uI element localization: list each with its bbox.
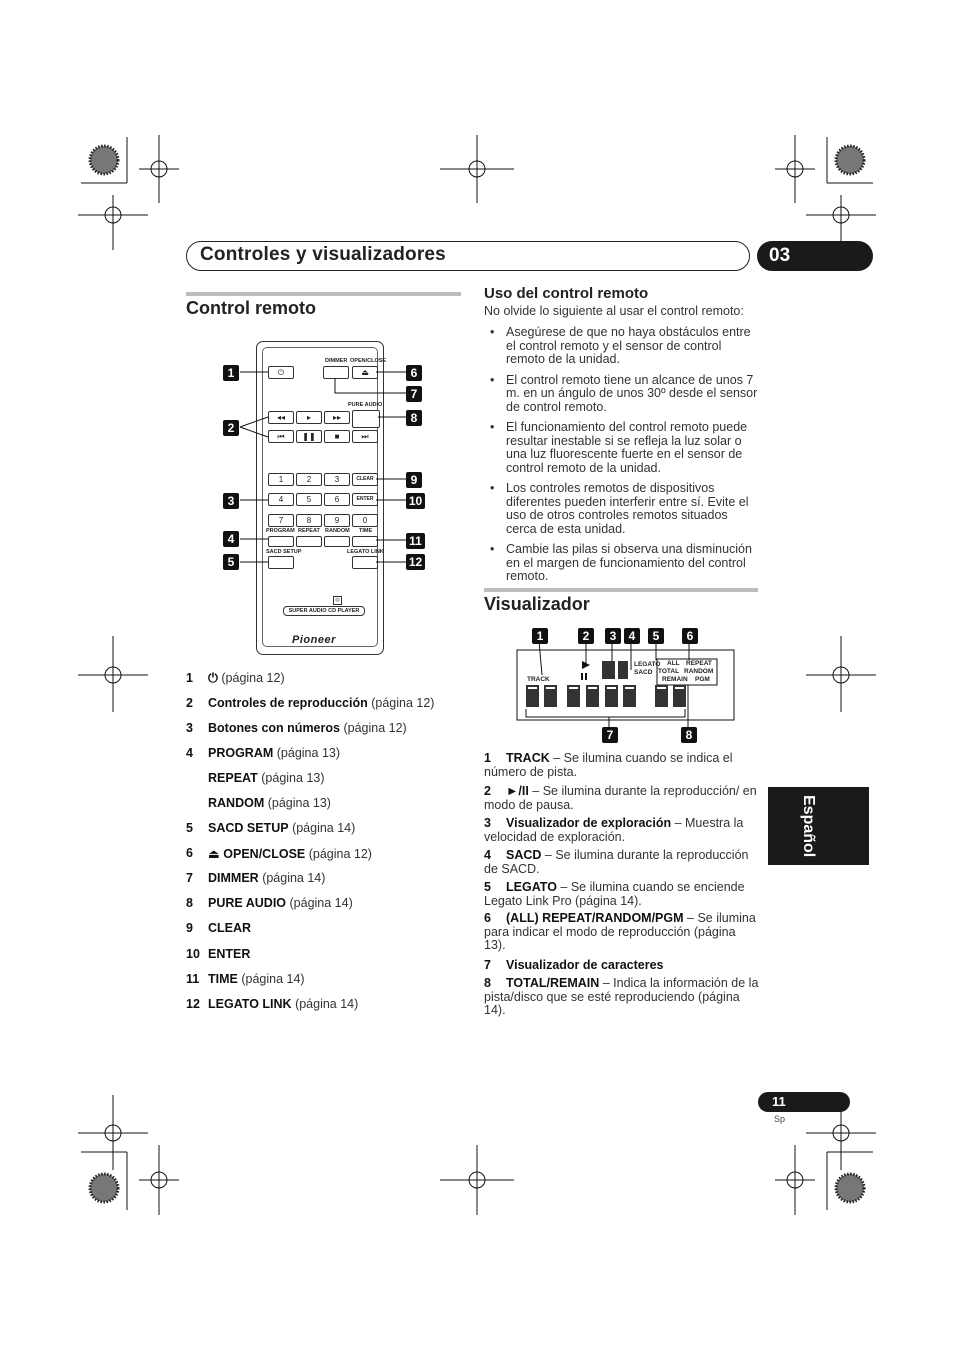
item-text [208,947,250,961]
desc-name: LEGATO [506,880,557,894]
open-close-label: OPEN/CLOSE [350,358,387,364]
item-name: TIME [208,972,238,986]
desc-text: – Se ilumina cuando se indica el número de pista. [484,751,733,779]
item-page-ref: (página 12) [221,671,285,685]
enter-button: ENTER [352,493,378,506]
desc-number: 8 [484,976,491,990]
item-name: LEGATO LINK [208,997,292,1011]
brand-name: Pioneer [292,634,336,646]
item-name: RANDOM [208,796,265,810]
bullet-item: • Cambie las pilas si observa una disminución en el margen de funcionamiento del control remoto. [484,543,759,584]
item-page-ref: (página 14) [289,896,353,910]
item-name: ENTER [208,947,251,961]
callout-badge-7: 7 [406,386,422,402]
callout-badge-2: 2 [223,420,239,436]
desc-text: – Se ilumina durante la reproducción/ en modo de pausa. [484,784,757,812]
display-callout-2: 2 [578,628,594,644]
pioneer-logo [292,634,336,646]
callout-badge-4: 4 [223,531,239,547]
item-number: 3 [186,721,193,735]
digit-2-button: 2 [296,473,322,486]
item-text [208,671,285,686]
next-track-button: ⏭ [352,430,378,443]
repeat-label: REPEAT [298,528,320,534]
desc-number: 3 [484,816,491,830]
display-callout-8: 8 [681,727,697,743]
remote-strip-label: SUPER AUDIO CD PLAYER [283,606,365,616]
digit-7-button: 7 [268,514,294,527]
desc-text: – Indica la información de la pista/disco que se esté reproduciendo (página 14). [484,976,759,1017]
desc-text: – Se ilumina cuando se enciende Legato Link Pro (página 14). [484,880,745,908]
random-label: RANDOM [325,528,350,534]
item-text [208,821,355,835]
item-page-ref: (página 14) [262,871,326,885]
display-desc-item [484,817,759,844]
desc-number: 6 [484,911,491,925]
digit-5-button: 5 [296,493,322,506]
desc-name: SACD [506,848,542,862]
dimmer-label: DIMMER [325,358,348,364]
uso-intro: No olvide lo siguiente al usar el control remoto: [484,304,744,318]
remote-callout-lines [230,360,430,580]
callout-badge-5: 5 [223,554,239,570]
item-number: 6 [186,846,193,860]
display-sacd-label: SACD [634,669,653,676]
item-text [208,997,358,1011]
bullet-item: • El control remoto tiene un alcance de unos 7 m. en un ángulo de unos 30º desde el sensor de control remoto. [484,374,759,415]
display-callout-5: 5 [648,628,664,644]
display-callout-1: 1 [532,628,548,644]
display-callout-4: 4 [624,628,640,644]
time-label: TIME [359,528,373,534]
item-name: SACD SETUP [208,821,289,835]
page-lang-code: Sp [774,1114,786,1124]
pure-audio-label: PURE AUDIO [348,402,383,408]
digit-9-button: 9 [324,514,350,527]
item-number: 5 [186,821,193,835]
section-heading-control-remoto: Control remoto [186,298,316,318]
item-name: PROGRAM [208,746,274,760]
desc-text: – Muestra la velocidad de exploración. [484,816,744,844]
display-callout-6: 6 [682,628,698,644]
display-all-label: ALL [667,660,680,667]
display-desc-item [484,752,759,779]
item-name: ⏏ OPEN/CLOSE [208,847,306,861]
item-text [208,771,325,785]
previous-track-button: ⏮ [268,430,294,443]
section-rule [484,588,758,592]
item-page-ref: (página 13) [276,746,341,760]
desc-name: ►/II [506,784,529,798]
item-text [208,696,434,710]
item-number: 4 [186,746,193,760]
callout-badge-6: 6 [406,365,422,381]
desc-name: Visualizador de caracteres [506,958,664,972]
item-name: Controles de reproducción [208,696,368,710]
item-page-ref: (página 12) [308,847,372,861]
display-callout-3: 3 [605,628,621,644]
item-number: 8 [186,896,193,910]
callout-badge-1: 1 [223,365,239,381]
chapter-number-badge [757,241,873,271]
item-text [208,796,331,810]
desc-number: 7 [484,958,491,972]
item-text [208,846,372,861]
item-number: 1 [186,671,193,685]
open-close-button: ⏏ [352,366,378,379]
item-number: 9 [186,921,193,935]
page-number: 11 [772,1094,786,1109]
bullet-item: • Asegúrese de que no haya obstáculos entre el control remoto y el sensor de control remoto de la unidad. [484,326,759,367]
item-name: REPEAT [208,771,258,785]
display-legato-label: LEGATO [634,661,661,668]
uso-bullet-list [484,326,759,591]
callout-badge-10: 10 [406,493,425,509]
callout-badge-3: 3 [223,493,239,509]
callout-badge-12: 12 [406,554,425,570]
item-page-ref: (página 12) [371,696,435,710]
item-text [208,721,407,735]
item-number: 12 [186,997,200,1011]
display-track-label: TRACK [527,676,550,683]
item-name: CLEAR [208,921,252,935]
item-name: ⏻ [208,671,218,685]
display-desc-item [484,881,759,908]
item-text [208,972,305,986]
item-name: DIMMER [208,871,259,885]
item-number: 10 [186,947,200,961]
desc-number: 5 [484,880,491,894]
display-desc-item [484,785,759,812]
item-number: 2 [186,696,193,710]
section-heading-visualizador: Visualizador [484,594,590,614]
display-remain-label: REMAIN [662,676,688,683]
item-text [208,896,353,910]
item-page-ref: (página 14) [292,821,356,835]
section-rule [186,292,461,296]
item-page-ref: (página 14) [241,972,305,986]
callout-badge-11: 11 [406,533,425,549]
subheading-uso: Uso del control remoto [484,285,649,302]
display-desc-item [484,959,759,973]
display-pgm-label: PGM [695,676,710,683]
item-text [208,921,251,935]
chapter-title: Controles y visualizadores [200,244,446,265]
stop-button: ■ [324,430,350,443]
digit-3-button: 3 [324,473,350,486]
language-side-tab [768,787,869,865]
rewind-button: ◂◂ [268,411,294,424]
item-page-ref: (página 13) [267,796,331,810]
chapter-number: 03 [769,245,791,266]
digit-0-button: 0 [352,514,378,527]
bullet-item: • Los controles remotos de dispositivos diferentes pueden interferir entre sí. Evite el uso de otros controles remotos situados cerca de esta unidad. [484,482,759,536]
digit-1-button: 1 [268,473,294,486]
display-desc-item [484,977,759,1018]
display-total-label: TOTAL [658,668,680,675]
legato-link-label: LEGATO LINK [347,549,384,555]
item-page-ref: (página 14) [295,997,359,1011]
desc-number: 1 [484,751,491,765]
display-desc-item [484,849,759,876]
digit-4-button: 4 [268,493,294,506]
desc-name: Visualizador de exploración [506,816,672,830]
desc-text: – Se ilumina durante la reproducción de SACD. [484,848,749,876]
display-callout-7: 7 [602,727,618,743]
callout-badge-8: 8 [406,410,422,426]
play-button: ▸ [296,411,322,424]
item-text [208,871,325,885]
desc-text: – Se ilumina para indicar el modo de reproducción (página 13). [484,911,756,952]
bullet-item: • El funcionamiento del control remoto puede resultar inestable si se refleja la luz solar o una luz fluorescente fuerte en el sensor de control remoto de la unidad. [484,421,759,475]
language-label: Español [800,795,817,858]
item-page-ref: (página 12) [343,721,407,735]
digit-8-button: 8 [296,514,322,527]
item-name: Botones con números [208,721,340,735]
program-label: PROGRAM [266,528,295,534]
callout-badge-9: 9 [406,472,422,488]
sacd-logo-icon: ◎ [333,596,342,605]
display-desc-item [484,912,759,953]
item-name: PURE AUDIO [208,896,287,910]
desc-name: TOTAL/REMAIN [506,976,600,990]
sacd-setup-label: SACD SETUP [266,549,302,555]
standby-button: ⏻ [268,366,294,379]
display-repeat-label: REPEAT [686,660,712,667]
fast-forward-button: ▸▸ [324,411,350,424]
item-text [208,746,340,760]
page-number-badge [758,1092,850,1112]
display-random-label: RANDOM [684,668,714,675]
desc-number: 4 [484,848,491,862]
desc-name: TRACK [506,751,550,765]
item-number: 7 [186,871,193,885]
item-page-ref: (página 13) [261,771,325,785]
item-number: 11 [186,972,200,986]
desc-number: 2 [484,784,491,798]
clear-button: CLEAR [352,473,378,486]
pause-button: ❚❚ [296,430,322,443]
digit-6-button: 6 [324,493,350,506]
desc-name: (ALL) REPEAT/RANDOM/PGM [506,911,684,925]
